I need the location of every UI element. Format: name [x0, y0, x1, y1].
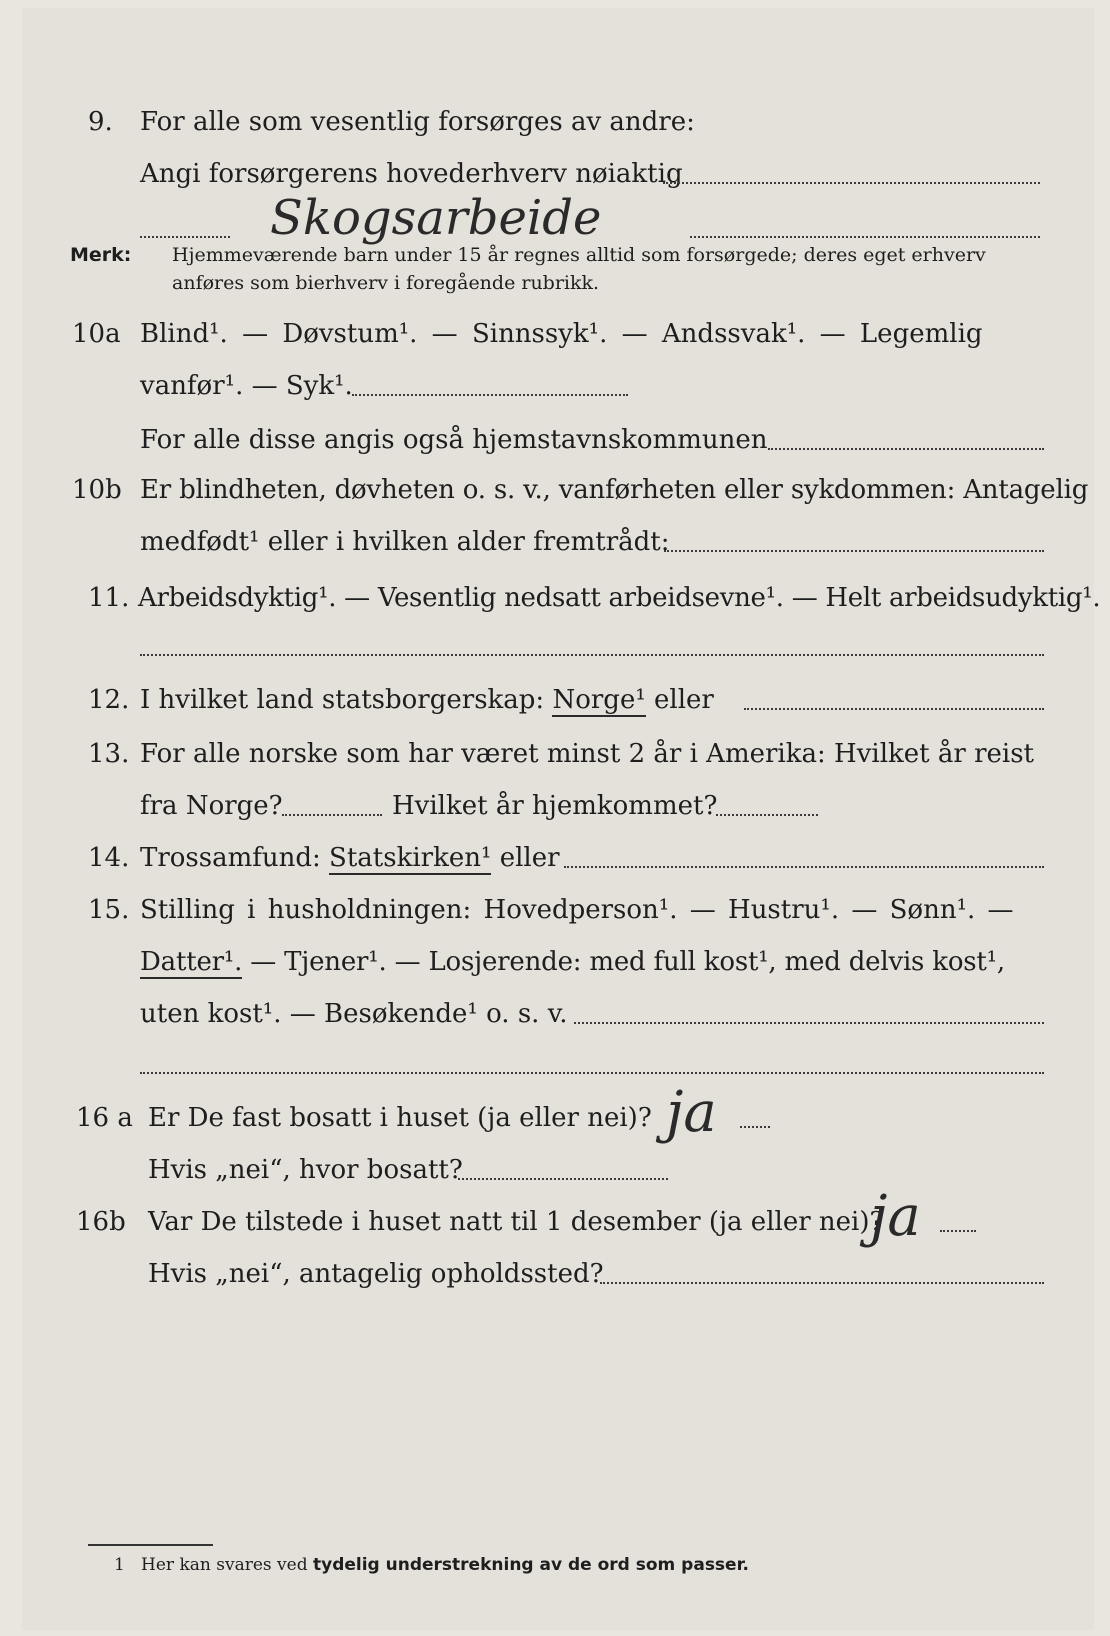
q9-number: 9. [88, 107, 113, 137]
q10b-line2: medfødt¹ eller i hvilken alder fremtrådt: [140, 527, 670, 557]
q16a-line1: Er De fast bosatt i huset (ja eller nei)? [148, 1103, 652, 1133]
q14-number: 14. [88, 843, 130, 873]
merk-line1: Hjemmeværende barn under 15 år regnes alltid som forsørgede; deres eget erhverv [172, 244, 986, 266]
q9-answer-dotted-right [690, 234, 1040, 238]
q16b-handwritten-answer: ja [870, 1184, 921, 1249]
q13-dotted-line1 [282, 812, 382, 816]
q10a-line3: For alle disse angis også hjemstavnskommunen [140, 425, 768, 455]
q13-line1: For alle norske som har været minst 2 år i Amerika: Hvilket år reist [140, 739, 1034, 769]
q16a-dotted-line2 [458, 1176, 668, 1180]
q10a-line2: vanfør¹. — Syk¹. [140, 371, 353, 401]
q15-dotted-line1 [574, 1020, 1044, 1024]
footnote-rule [88, 1544, 213, 1546]
q10a-dotted-line1 [352, 392, 628, 396]
q11-dotted-line [140, 652, 1044, 656]
merk-line2: anføres som bierhverv i foregående rubrikk. [172, 272, 600, 294]
q15-line1: Stilling i husholdningen: Hovedperson¹. — Hustru¹. — Sønn¹. — [140, 895, 1014, 925]
q14-post: eller [499, 843, 560, 873]
q16b-dotted-line1 [940, 1228, 976, 1232]
q12-number: 12. [88, 685, 130, 715]
q12-post: eller [654, 685, 714, 715]
q14-text [140, 838, 560, 878]
merk-label: Merk: [70, 244, 132, 266]
q9-dotted-line [663, 180, 1040, 184]
q13-line2b: Hvilket år hjemkommet? [392, 791, 718, 821]
q10a-dotted-line2 [768, 446, 1044, 450]
q15-underlined-answer: Datter¹. [140, 947, 243, 977]
q12-text [140, 680, 714, 720]
q12-underlined-answer: Norge¹ [552, 685, 646, 715]
q15-line2 [140, 942, 1005, 982]
q16a-handwritten-answer: ja [666, 1080, 717, 1145]
q9-answer-dotted-left [140, 234, 230, 238]
q10a-number: 10a [72, 319, 121, 349]
q10b-line1: Er blindheten, døvheten o. s. v., vanførheten eller sykdommen: Antagelig [140, 475, 1089, 505]
q15-number: 15. [88, 895, 130, 925]
q16a-line2: Hvis „nei“, hvor bosatt? [148, 1155, 463, 1185]
q15-line3: uten kost¹. — Besøkende¹ o. s. v. [140, 999, 568, 1029]
q14-underlined-answer: Statskirken¹ [329, 843, 492, 873]
q9-handwritten-answer: Skogsarbeide [270, 190, 602, 246]
footnote-text: Her kan svares ved [141, 1555, 308, 1575]
q16a-dotted-line1 [740, 1124, 770, 1128]
q10b-dotted-line [664, 548, 1044, 552]
q11-number: 11. [88, 583, 130, 613]
footnote-bold-text: tydelig understrekning av de ord som passer. [312, 1555, 749, 1575]
q10b-number: 10b [72, 475, 122, 505]
q16b-number: 16b [76, 1207, 126, 1237]
q12-pre: I hvilket land statsborgerskap: [140, 685, 545, 715]
q15-line2-rest: — Tjener¹. — Losjerende: med full kost¹, med delvis kost¹, [250, 947, 1005, 977]
q12-dotted-line [744, 706, 1044, 710]
q16b-line1: Var De tilstede i huset natt til 1 desember (ja eller nei)? [148, 1207, 884, 1237]
q14-pre: Trossamfund: [140, 843, 321, 873]
q16b-line2: Hvis „nei“, antagelig opholdssted? [148, 1259, 604, 1289]
q11-line1: Arbeidsdyktig¹. — Vesentlig nedsatt arbeidsevne¹. — Helt arbeidsudyktig¹. [138, 583, 1101, 613]
footnote [114, 1552, 749, 1578]
q9-line2: Angi forsørgerens hovederhverv nøiaktig [140, 159, 683, 189]
q13-number: 13. [88, 739, 130, 769]
q16b-dotted-line2 [600, 1280, 1044, 1284]
q13-line2a: fra Norge? [140, 791, 283, 821]
q10a-line1: Blind¹. — Døvstum¹. — Sinnssyk¹. — Andssvak¹. — Legemlig [140, 319, 983, 349]
q16a-number: 16 a [76, 1103, 133, 1133]
footnote-mark: 1 [114, 1555, 125, 1575]
q14-dotted-line [564, 864, 1044, 868]
q15-dotted-line2 [140, 1070, 1044, 1074]
q9-line1: For alle som vesentlig forsørges av andre: [140, 107, 695, 137]
q13-dotted-line2 [716, 812, 818, 816]
